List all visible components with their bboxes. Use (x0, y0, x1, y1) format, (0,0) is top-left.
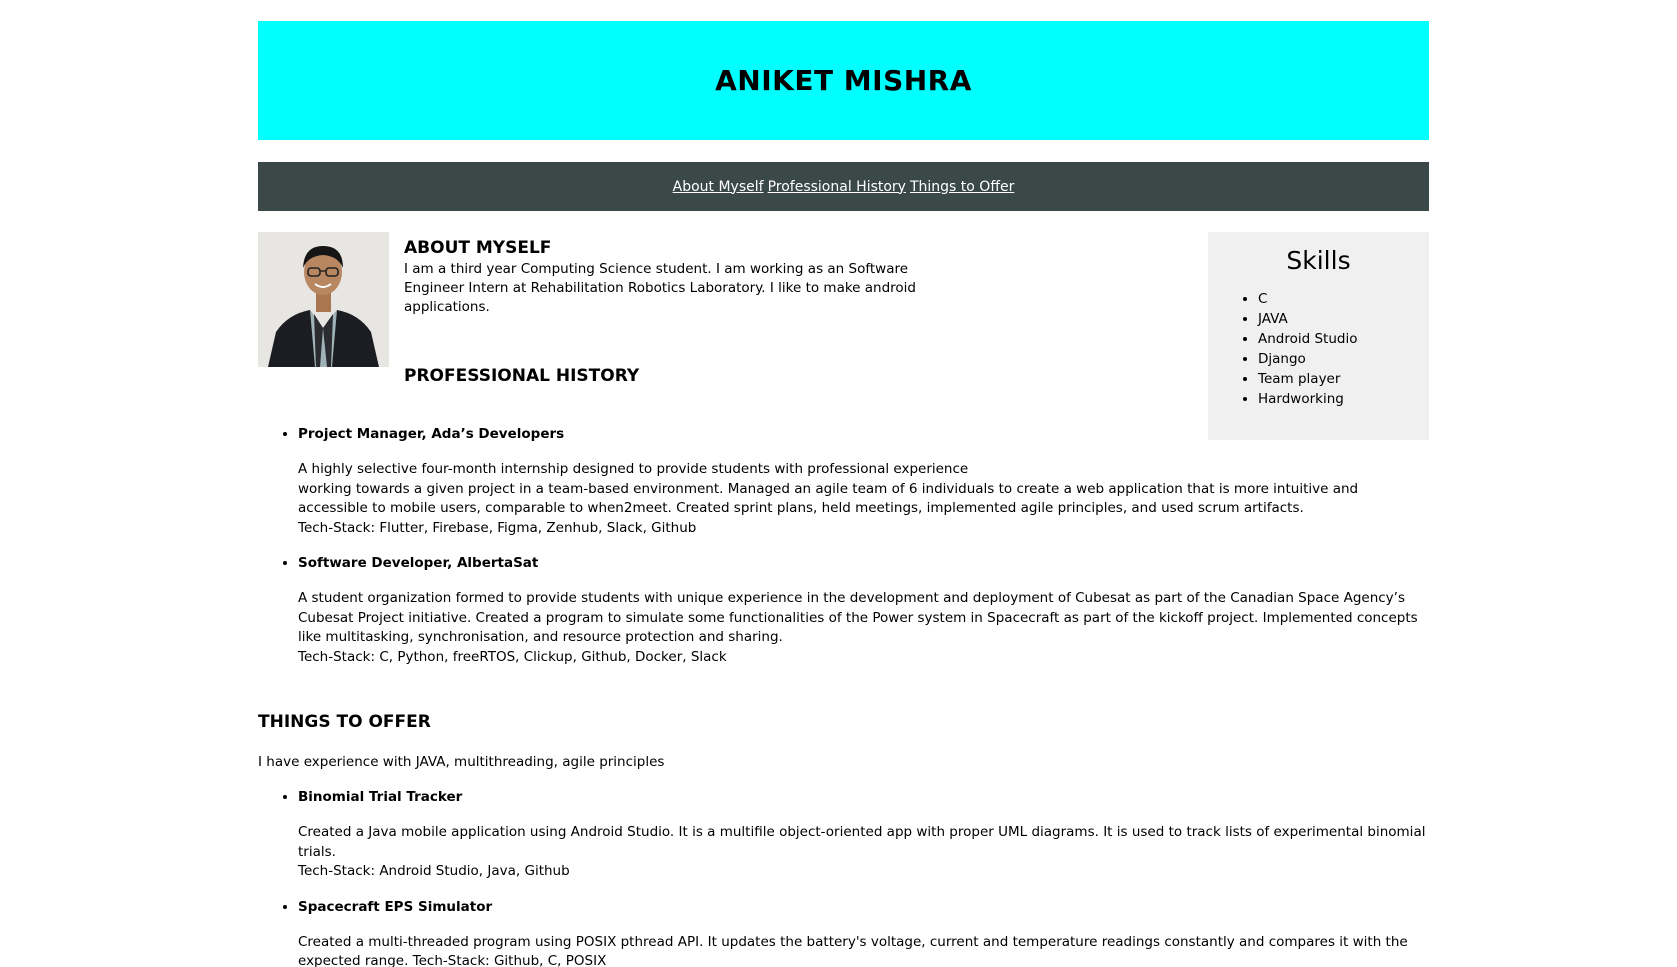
history-entry (298, 425, 1429, 538)
history-entry-description (298, 589, 1429, 667)
professional-history-heading: PROFESSIONAL HISTORY (404, 366, 640, 386)
person-portrait-icon (258, 232, 389, 367)
page-title: ANIKET MISHRA (715, 64, 972, 97)
nav-link-professional-history[interactable]: Professional History (767, 178, 906, 195)
offer-entry-description-text: Created a multi-threaded program using POSIX pthread API. It updates the battery's voltage, current and temperature readings constantly and compares it with the expected range. Tech-Stack: Github, C, POSIX (298, 933, 1408, 967)
history-entry-description-line1: A highly selective four-month internship designed to provide students with professional experience (298, 461, 969, 477)
history-list (258, 425, 1429, 667)
professional-history-section (258, 425, 1429, 667)
top-section (258, 232, 1429, 412)
offer-entry (298, 788, 1429, 882)
about-section (404, 238, 964, 317)
history-entry-description (298, 460, 1429, 538)
offer-list (258, 788, 1429, 967)
things-to-offer-section (258, 712, 1429, 967)
offer-entry (298, 898, 1429, 967)
skill-item: • C (1258, 289, 1429, 309)
history-entry (298, 554, 1429, 667)
about-heading: ABOUT MYSELF (404, 238, 552, 258)
history-entry-techstack: Tech-Stack: C, Python, freeRTOS, Clickup, Github, Docker, Slack (298, 648, 727, 665)
offer-entry-title: • Spacecraft EPS Simulator (298, 898, 493, 915)
history-entry-title: • Software Developer, AlbertaSat (298, 555, 539, 571)
skills-list (1208, 289, 1429, 409)
nav-link-things-to-offer[interactable]: Things to Offer (909, 178, 1015, 195)
profile-photo (258, 232, 389, 367)
history-entry-title: • Project Manager, Ada’s Developers (298, 426, 565, 442)
skill-item: • Django (1258, 349, 1429, 369)
history-entry-techstack: Tech-Stack: Flutter, Firebase, Figma, Zenhub, Slack, Github (298, 519, 697, 536)
offer-entry-description-text: Created a Java mobile application using Android Studio. It is a multifile object-oriented app with proper UML diagrams. It is used to track lists of experimental binomial trials. (298, 824, 1426, 860)
things-to-offer-heading: THINGS TO OFFER (258, 712, 431, 732)
history-entry-description-line1: A student organization formed to provide students with unique experience in the development and deployment of Cubesat as part of the Canadian Space Agency’s Cubesat Project initiative. Created a program to simulate some functionalities of the Power system in Spacecraft as part of the kickoff project. Implemented concepts like multitasking, synchronisation, and resource protection and sharing. (298, 590, 1418, 645)
offer-entry-title: • Binomial Trial Tracker (298, 789, 463, 805)
skill-item: • JAVA (1258, 309, 1429, 329)
skills-heading: Skills (1286, 246, 1351, 275)
skill-item: • Team player (1258, 369, 1429, 389)
skill-item: • Android Studio (1258, 329, 1429, 349)
skill-item: • Hardworking (1258, 389, 1429, 409)
history-entry-description-line2: working towards a given project in a team-based environment. Managed an agile team of 6 individuals to create a web application that is more intuitive and accessible to mobile users, comparable to when2meet. Created sprint plans, held meetings, implemented agile principles, and used scrum artifacts. (298, 480, 1359, 516)
nav-link-about-myself[interactable]: About Myself (672, 178, 764, 195)
offer-entry-description (298, 933, 1429, 967)
header-banner (258, 21, 1429, 140)
skills-panel (1208, 232, 1429, 440)
offer-intro: I have experience with JAVA, multithreading, agile principles (258, 754, 665, 770)
about-text: I am a third year Computing Science student. I am working as an Software Engineer Intern at Rehabilitation Robotics Laboratory. I like to make android applications. (404, 261, 917, 315)
navbar (258, 162, 1429, 211)
offer-entry-description (298, 823, 1429, 882)
offer-entry-techstack: Tech-Stack: Android Studio, Java, Github (298, 863, 570, 879)
main-container (258, 21, 1429, 412)
